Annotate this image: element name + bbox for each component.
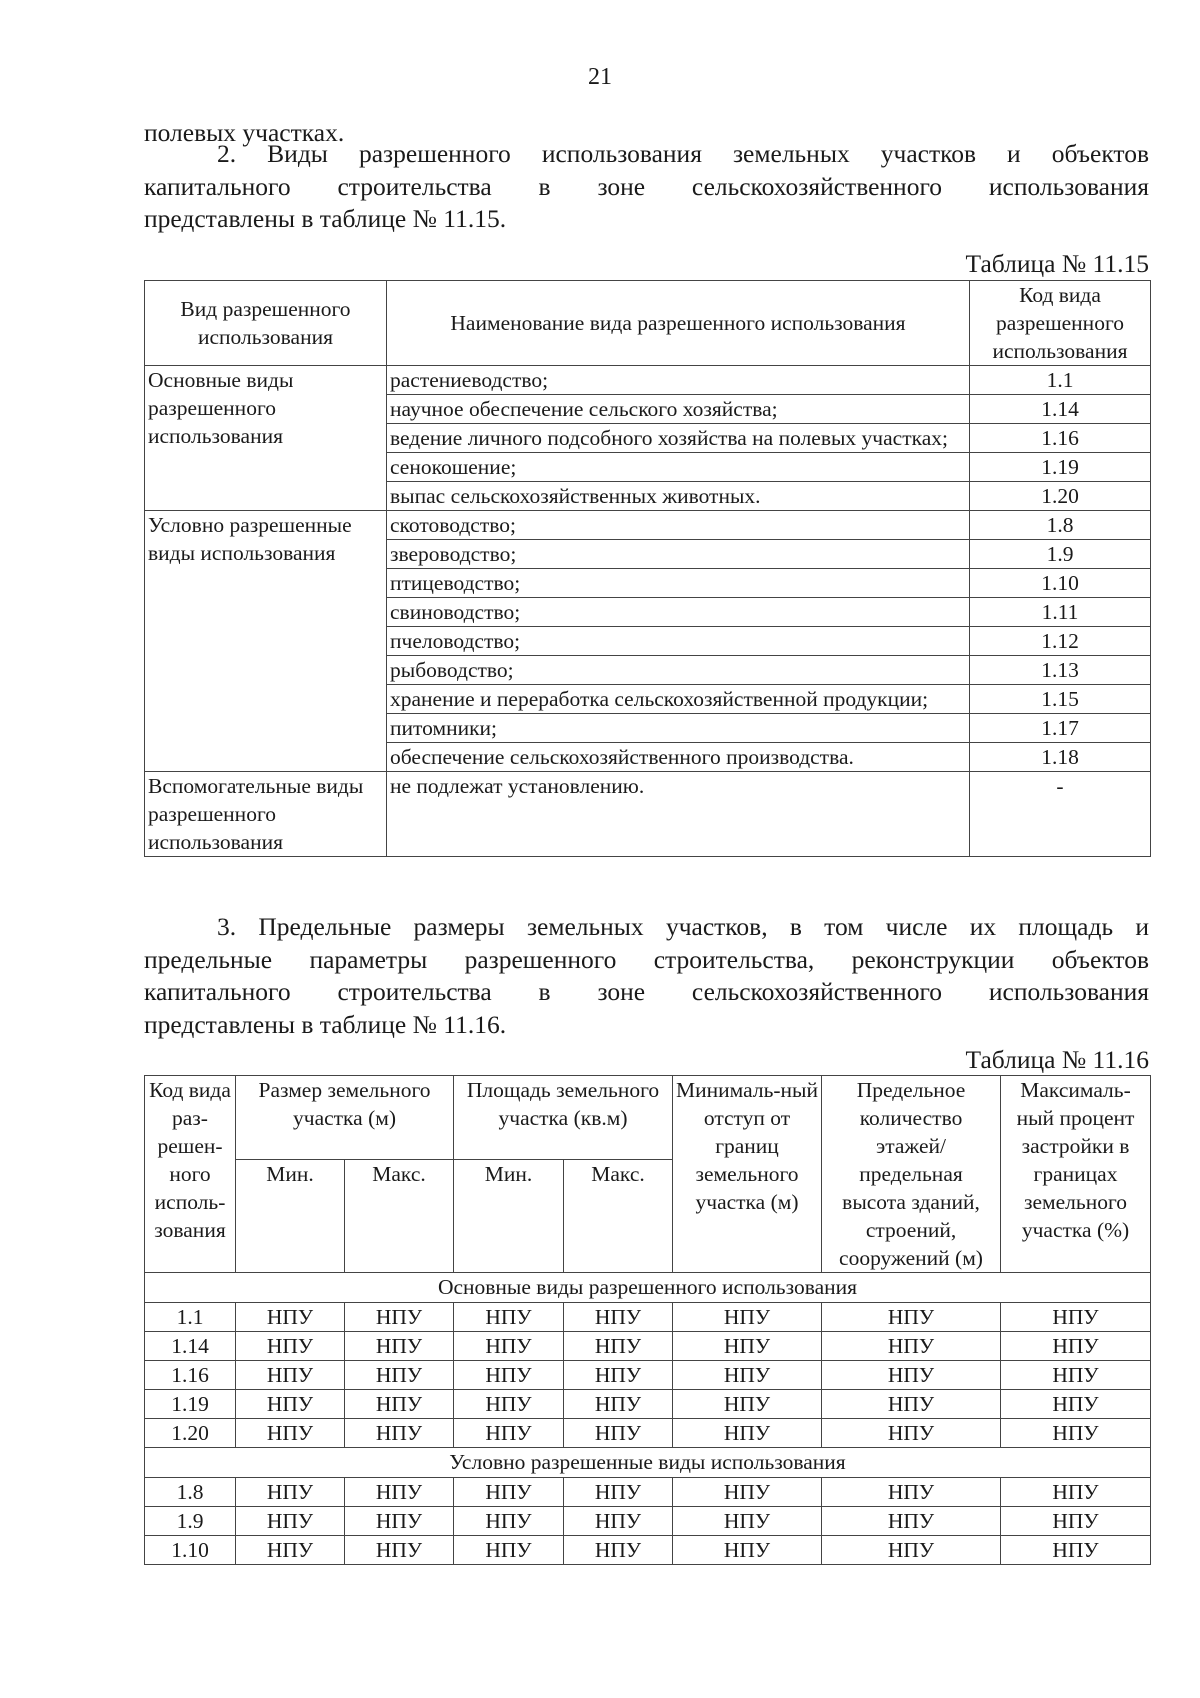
use-name-cell: не подлежат установлению. [387,772,970,857]
use-name-cell: ведение личного подсобного хозяйства на полевых участках; [387,424,970,453]
value-cell: НПУ [236,1536,345,1565]
table-row [145,1332,1151,1361]
value-cell: НПУ [236,1361,345,1390]
header-size: Размер земельного участка (м) [236,1076,454,1160]
section-title: Основные виды разрешенного использования [145,1273,1151,1303]
group-label: Вспомогательные виды разрешенного использования [145,772,387,857]
use-code-cell: 1.17 [970,714,1151,743]
value-cell: НПУ [236,1419,345,1448]
use-name-cell: обеспечение сельскохозяйственного производства. [387,743,970,772]
value-cell: НПУ [822,1419,1001,1448]
value-cell: НПУ [345,1536,454,1565]
use-code-cell: - [970,772,1151,857]
use-code-cell: 1.13 [970,656,1151,685]
use-code-cell: 1.9 [970,540,1151,569]
value-cell: НПУ [673,1536,822,1565]
table-row [145,511,1151,540]
code-cell: 1.16 [145,1361,236,1390]
value-cell: НПУ [822,1390,1001,1419]
header-code: Код вида разрешенного использования [970,281,1151,366]
use-code-cell: 1.14 [970,395,1151,424]
code-cell: 1.20 [145,1419,236,1448]
value-cell: НПУ [822,1332,1001,1361]
value-cell: НПУ [564,1536,673,1565]
use-code-cell: 1.20 [970,482,1151,511]
value-cell: НПУ [564,1478,673,1507]
value-cell: НПУ [564,1419,673,1448]
table-row [145,772,1151,857]
value-cell: НПУ [1001,1390,1151,1419]
value-cell: НПУ [822,1361,1001,1390]
code-cell: 1.10 [145,1536,236,1565]
table-row [145,1303,1151,1332]
header-area-min: Мин. [454,1160,564,1273]
use-name-cell: научное обеспечение сельского хозяйства; [387,395,970,424]
paragraph-3-line-3: капитального строительства в зоне сельскохозяйственного использования [144,977,1149,1006]
value-cell: НПУ [345,1361,454,1390]
table-row [145,1361,1151,1390]
table-row [145,1536,1151,1565]
code-cell: 1.14 [145,1332,236,1361]
value-cell: НПУ [454,1332,564,1361]
group-label: Условно разрешенные виды использования [145,511,387,772]
value-cell: НПУ [564,1303,673,1332]
value-cell: НПУ [236,1478,345,1507]
use-name-cell: пчеловодство; [387,627,970,656]
section-row [145,1448,1151,1478]
table-row [145,1507,1151,1536]
value-cell: НПУ [1001,1536,1151,1565]
value-cell: НПУ [673,1361,822,1390]
page-number: 21 [588,64,612,90]
value-cell: НПУ [236,1332,345,1361]
value-cell: НПУ [454,1390,564,1419]
use-code-cell: 1.19 [970,453,1151,482]
value-cell: НПУ [345,1478,454,1507]
use-code-cell: 1.12 [970,627,1151,656]
table-11-15 [144,280,1151,857]
code-cell: 1.9 [145,1507,236,1536]
value-cell: НПУ [345,1507,454,1536]
use-name-cell: рыбоводство; [387,656,970,685]
value-cell: НПУ [822,1478,1001,1507]
value-cell: НПУ [345,1390,454,1419]
header-name: Наименование вида разрешенного использования [387,281,970,366]
paragraph-2-line-1: 2. Виды разрешенного использования земельных участков и объектов [217,139,1149,168]
value-cell: НПУ [564,1507,673,1536]
table-11-15-caption: Таблица № 11.15 [965,249,1149,278]
header-code: Код вида раз-решен-ного исполь-зования [145,1076,236,1273]
code-cell: 1.1 [145,1303,236,1332]
use-code-cell: 1.11 [970,598,1151,627]
header-size-max: Макс. [345,1160,454,1273]
paragraph-2 [144,138,1149,236]
value-cell: НПУ [454,1303,564,1332]
value-cell: НПУ [564,1332,673,1361]
value-cell: НПУ [454,1478,564,1507]
value-cell: НПУ [564,1390,673,1419]
header-floors: Предельное количество этажей/ предельная высота зданий, строений, сооружений (м) [822,1076,1001,1273]
value-cell: НПУ [345,1419,454,1448]
value-cell: НПУ [454,1419,564,1448]
paragraph-2-line-2: капитального строительства в зоне сельскохозяйственного использования [144,171,1149,201]
group-label: Основные виды разрешенного использования [145,366,387,511]
use-name-cell: выпас сельскохозяйственных животных. [387,482,970,511]
use-name-cell: свиноводство; [387,598,970,627]
value-cell: НПУ [1001,1478,1151,1507]
code-cell: 1.8 [145,1478,236,1507]
value-cell: НПУ [1001,1419,1151,1448]
use-name-cell: звероводство; [387,540,970,569]
use-code-cell: 1.1 [970,366,1151,395]
use-name-cell: хранение и переработка сельскохозяйственной продукции; [387,685,970,714]
paragraph-3-line-2: предельные параметры разрешенного строительства, реконструкции объектов [144,944,1149,974]
section-title: Условно разрешенные виды использования [145,1448,1151,1478]
use-name-cell: скотоводство; [387,511,970,540]
value-cell: НПУ [1001,1303,1151,1332]
section-row [145,1273,1151,1303]
table-11-16-body [145,1273,1151,1565]
value-cell: НПУ [673,1478,822,1507]
use-code-cell: 1.18 [970,743,1151,772]
paragraph-3-line-1: 3. Предельные размеры земельных участков, в том числе их площадь и [217,912,1149,941]
value-cell: НПУ [236,1303,345,1332]
value-cell: НПУ [1001,1361,1151,1390]
value-cell: НПУ [673,1390,822,1419]
value-cell: НПУ [673,1419,822,1448]
table-row [145,1390,1151,1419]
header-area: Площадь земельного участка (кв.м) [454,1076,673,1160]
table-row [145,1478,1151,1507]
use-code-cell: 1.15 [970,685,1151,714]
header-size-min: Мин. [236,1160,345,1273]
value-cell: НПУ [673,1507,822,1536]
value-cell: НПУ [673,1303,822,1332]
value-cell: НПУ [454,1536,564,1565]
use-name-cell: птицеводство; [387,569,970,598]
value-cell: НПУ [345,1303,454,1332]
value-cell: НПУ [345,1332,454,1361]
header-kind: Вид разрешенного использования [145,281,387,366]
value-cell: НПУ [236,1390,345,1419]
value-cell: НПУ [822,1536,1001,1565]
table-row [145,1419,1151,1448]
value-cell: НПУ [236,1507,345,1536]
table-11-15-body [145,366,1151,857]
use-code-cell: 1.10 [970,569,1151,598]
paragraph-3 [144,911,1149,1041]
value-cell: НПУ [673,1332,822,1361]
paragraph-3-line-4: представлены в таблице № 11.16. [144,1009,507,1039]
use-code-cell: 1.16 [970,424,1151,453]
header-setback: Минималь-ный отступ от границ земельного участка (м) [673,1076,822,1273]
value-cell: НПУ [454,1507,564,1536]
header-area-max: Макс. [564,1160,673,1273]
paragraph-1-tail: полевых участках. [144,118,345,147]
value-cell: НПУ [822,1507,1001,1536]
value-cell: НПУ [564,1361,673,1390]
paragraph-2-line-3: представлены в таблице № 11.15. [144,204,507,233]
use-name-cell: питомники; [387,714,970,743]
use-name-cell: растениеводство; [387,366,970,395]
header-coverage: Максималь-ный процент застройки в границах земельного участка (%) [1001,1076,1151,1273]
use-name-cell: сенокошение; [387,453,970,482]
table-11-16-caption: Таблица № 11.16 [965,1045,1149,1074]
table-row [145,366,1151,395]
use-code-cell: 1.8 [970,511,1151,540]
table-11-16 [144,1075,1151,1565]
value-cell: НПУ [1001,1332,1151,1361]
value-cell: НПУ [454,1361,564,1390]
value-cell: НПУ [1001,1507,1151,1536]
code-cell: 1.19 [145,1390,236,1419]
value-cell: НПУ [822,1303,1001,1332]
